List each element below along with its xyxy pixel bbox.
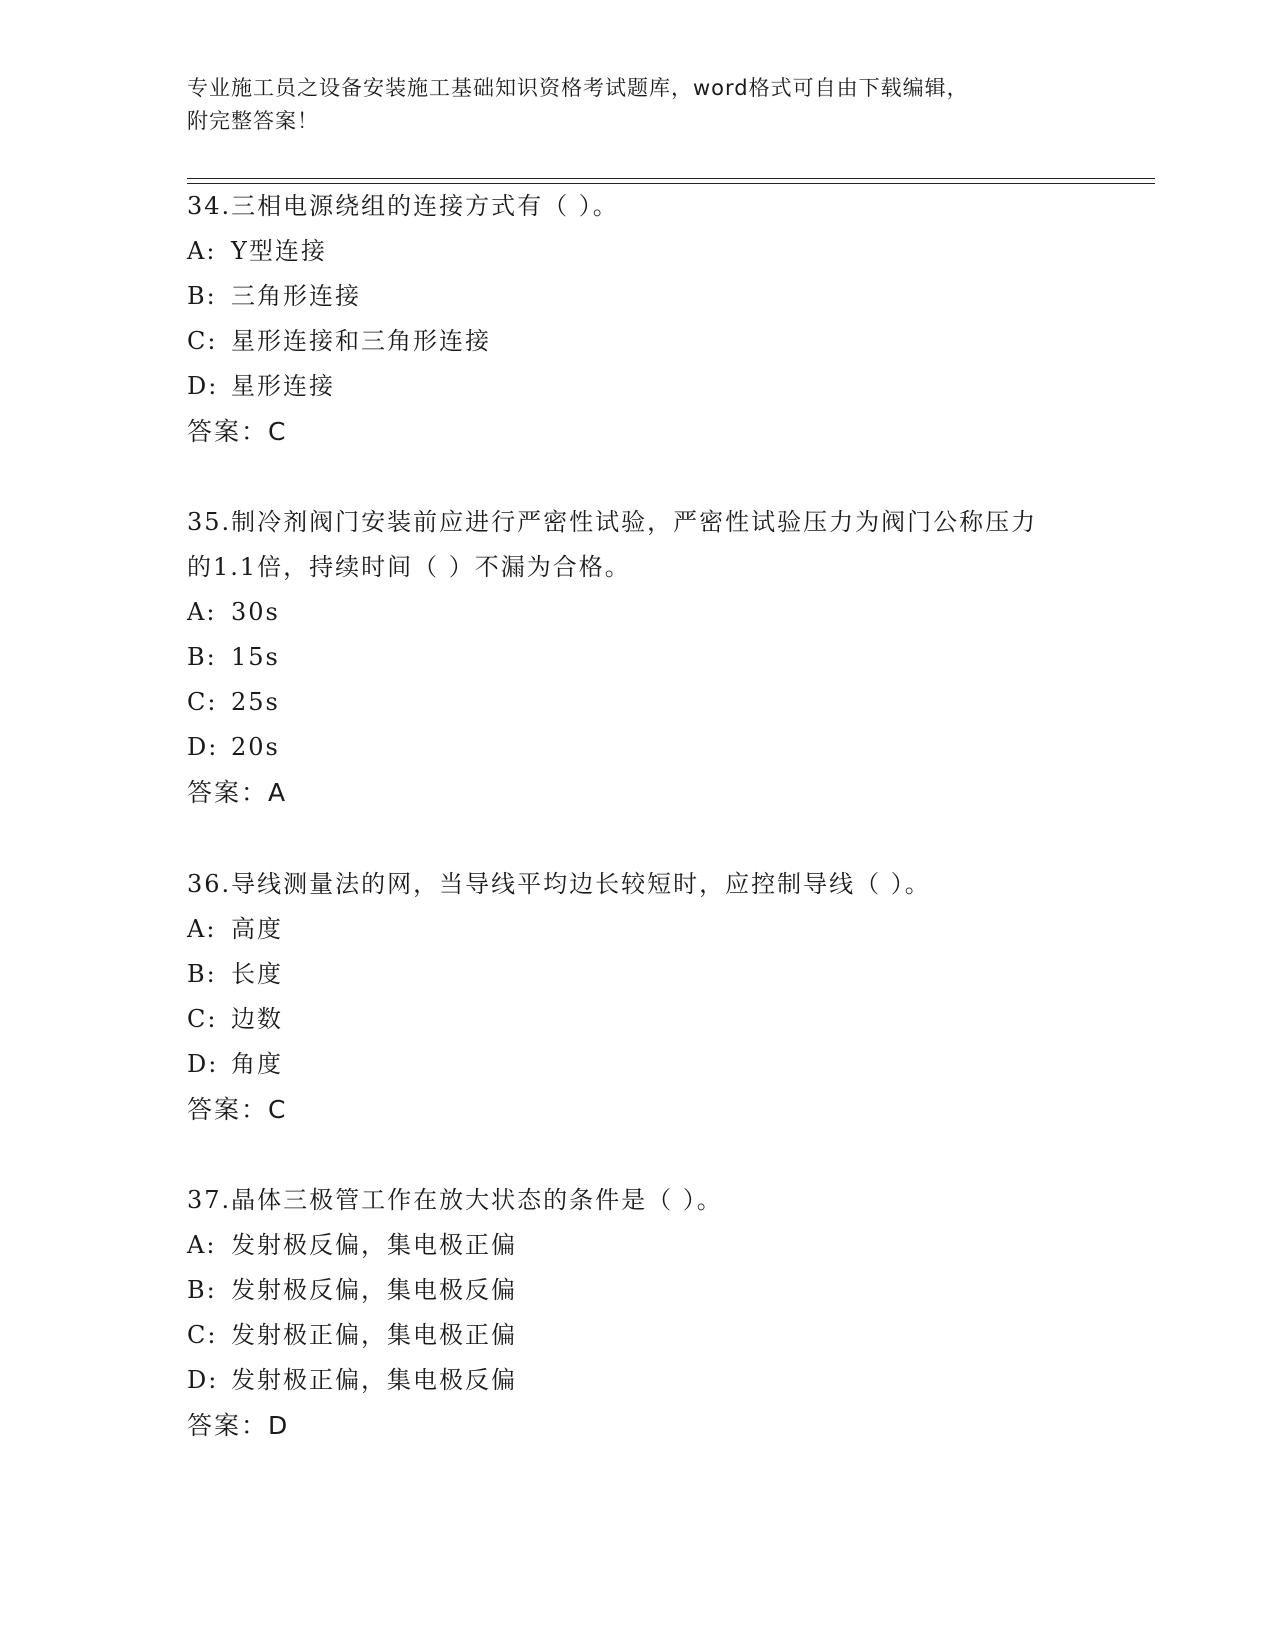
header-line-2: 附完整答案！ bbox=[187, 109, 319, 133]
question-36 bbox=[187, 862, 1087, 1133]
option-text: 发射极反偏，集电极正偏 bbox=[231, 1231, 517, 1259]
answer-label: 答案： bbox=[187, 1095, 269, 1124]
answer bbox=[187, 1403, 1087, 1449]
option-b bbox=[187, 1268, 1087, 1313]
option-text: 发射极反偏，集电极反偏 bbox=[231, 1276, 517, 1304]
option-letter: A: bbox=[187, 915, 217, 943]
option-text: 发射极正偏，集电极反偏 bbox=[231, 1366, 517, 1394]
option-b bbox=[187, 952, 1087, 997]
option-letter: D: bbox=[187, 372, 219, 400]
question-34 bbox=[187, 184, 1087, 455]
answer-value: D bbox=[268, 1411, 289, 1440]
option-letter: D: bbox=[187, 1366, 219, 1394]
option-letter: B: bbox=[187, 643, 217, 671]
option-text: 边数 bbox=[231, 1005, 283, 1033]
document-header bbox=[187, 72, 1087, 138]
option-text: 长度 bbox=[231, 960, 283, 988]
option-letter: B: bbox=[187, 1276, 217, 1304]
option-text: 角度 bbox=[231, 1050, 283, 1078]
question-37 bbox=[187, 1178, 1087, 1449]
option-text: Y型连接 bbox=[231, 237, 327, 265]
option-text: 三角形连接 bbox=[231, 282, 361, 310]
option-a bbox=[187, 1223, 1087, 1268]
option-letter: C: bbox=[187, 1005, 218, 1033]
option-text: 30s bbox=[231, 598, 280, 626]
option-a bbox=[187, 229, 1087, 274]
option-letter: A: bbox=[187, 598, 217, 626]
option-letter: A: bbox=[187, 237, 217, 265]
option-letter: B: bbox=[187, 282, 217, 310]
option-letter: D: bbox=[187, 733, 219, 761]
option-a bbox=[187, 907, 1087, 952]
option-text: 20s bbox=[231, 733, 280, 761]
option-d bbox=[187, 364, 1087, 409]
option-text: 高度 bbox=[231, 915, 283, 943]
option-letter: B: bbox=[187, 960, 217, 988]
question-stem: 35.制冷剂阀门安装前应进行严密性试验，严密性试验压力为阀门公称压力的1.1倍，持续时间（ ）不漏为合格。 bbox=[187, 508, 1038, 581]
option-d bbox=[187, 725, 1087, 770]
question-stem: 34.三相电源绕组的连接方式有（ ）。 bbox=[187, 192, 619, 220]
answer bbox=[187, 409, 1087, 455]
option-b bbox=[187, 274, 1087, 319]
option-c bbox=[187, 319, 1087, 364]
answer-label: 答案： bbox=[187, 778, 269, 807]
answer-label: 答案： bbox=[187, 417, 269, 446]
option-c bbox=[187, 1313, 1087, 1358]
option-letter: C: bbox=[187, 688, 218, 716]
option-letter: C: bbox=[187, 1321, 218, 1349]
option-d bbox=[187, 1042, 1087, 1087]
option-letter: C: bbox=[187, 327, 218, 355]
option-text: 25s bbox=[231, 688, 280, 716]
answer bbox=[187, 1087, 1087, 1133]
option-letter: A: bbox=[187, 1231, 217, 1259]
option-c bbox=[187, 997, 1087, 1042]
question-35 bbox=[187, 500, 1087, 816]
answer-label: 答案： bbox=[187, 1411, 269, 1440]
option-d bbox=[187, 1358, 1087, 1403]
option-text: 星形连接 bbox=[231, 372, 335, 400]
option-a bbox=[187, 590, 1087, 635]
header-divider-top bbox=[187, 178, 1155, 179]
header-line-1: 专业施工员之设备安装施工基础知识资格考试题库，word格式可自由下载编辑， bbox=[187, 76, 969, 100]
option-b bbox=[187, 635, 1087, 680]
option-text: 星形连接和三角形连接 bbox=[231, 327, 491, 355]
option-letter: D: bbox=[187, 1050, 219, 1078]
answer-value: A bbox=[268, 778, 287, 807]
answer-value: C bbox=[268, 417, 287, 446]
question-stem: 36.导线测量法的网，当导线平均边长较短时，应控制导线（ ）。 bbox=[187, 870, 931, 898]
question-stem: 37.晶体三极管工作在放大状态的条件是（ ）。 bbox=[187, 1186, 723, 1214]
option-text: 发射极正偏，集电极正偏 bbox=[231, 1321, 517, 1349]
answer bbox=[187, 770, 1087, 816]
option-text: 15s bbox=[231, 643, 280, 671]
answer-value: C bbox=[268, 1095, 287, 1124]
option-c bbox=[187, 680, 1087, 725]
